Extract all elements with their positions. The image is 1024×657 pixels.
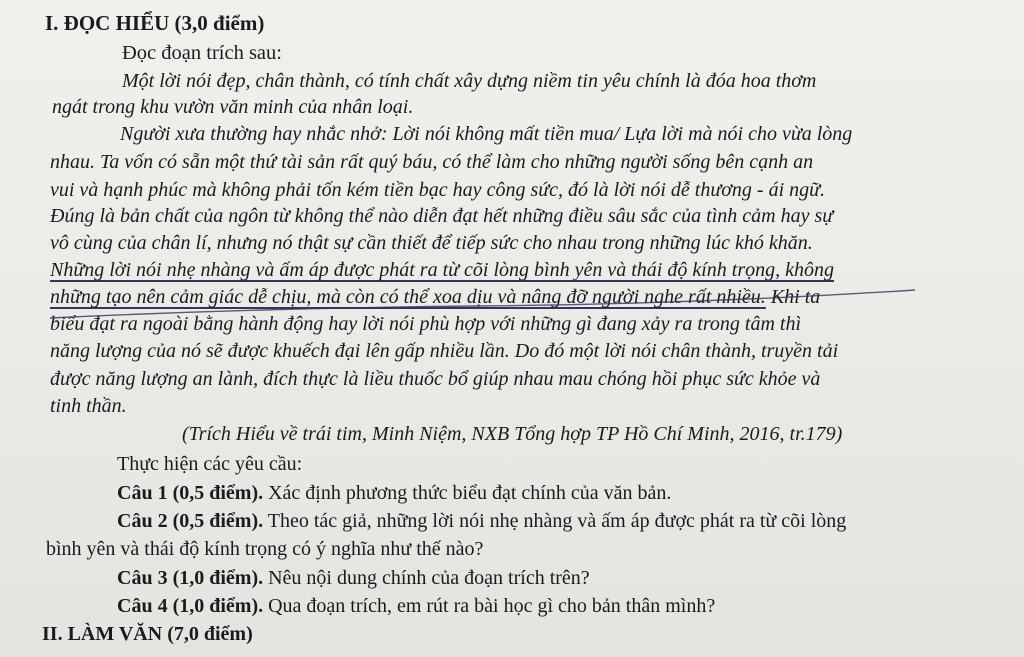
passage-segment: Khi ta xyxy=(765,286,821,308)
question-2 xyxy=(117,511,846,531)
question-1-label: Câu 1 (0,5 điểm). xyxy=(117,482,264,504)
passage-line: tinh thần. xyxy=(50,395,127,417)
question-4-label: Câu 4 (1,0 điểm). xyxy=(117,595,264,617)
passage-line: biểu đạt ra ngoài bằng hành động hay lời nói phù hợp với những gì đang xảy ra trong tâm thì xyxy=(50,313,802,335)
passage-line: năng lượng của nó sẽ được khuếch đại lên gấp nhiều lần. Do đó một lời nói chân thành, truyền tải xyxy=(50,340,839,362)
question-2-label: Câu 2 (0,5 điểm). xyxy=(117,510,264,532)
section-2-heading: II. LÀM VĂN (7,0 điểm) xyxy=(42,623,253,645)
passage-line: được năng lượng an lành, đích thực là liều thuốc bổ giúp nhau mau chóng hồi phục sức khỏe và xyxy=(50,368,821,390)
section-1-heading: I. ĐỌC HIỂU (3,0 điểm) xyxy=(45,11,265,35)
citation: (Trích Hiểu về trái tim, Minh Niệm, NXB Tổng hợp TP Hồ Chí Minh, 2016, tr.179) xyxy=(182,423,843,445)
question-2-text: Theo tác giả, những lời nói nhẹ nhàng và ấm áp được phát ra từ cõi lòng xyxy=(263,510,847,532)
question-4-text: Qua đoạn trích, em rút ra bài học gì cho bản thân mình? xyxy=(263,595,716,617)
question-3-label: Câu 3 (1,0 điểm). xyxy=(117,567,264,589)
passage-line-mixed xyxy=(50,287,820,307)
passage-line: vô cùng của chân lí, nhưng nó thật sự cần thiết để tiếp sức cho nhau trong những lúc khó khăn. xyxy=(50,232,813,254)
question-1-text: Xác định phương thức biểu đạt chính của văn bản. xyxy=(263,482,672,504)
read-instruction: Đọc đoạn trích sau: xyxy=(122,42,282,64)
passage-line: Một lời nói đẹp, chân thành, có tính chất xây dựng niềm tin yêu chính là đóa hoa thơm xyxy=(122,70,817,92)
question-3 xyxy=(117,568,590,588)
underlined-passage-segment: những tạo nên cảm giác dễ chịu, mà còn có thể xoa dịu và nâng đỡ người nghe rất nhiều. xyxy=(50,286,766,308)
passage-line: Đúng là bản chất của ngôn từ không thể nào diễn đạt hết những điều sâu sắc của tình cảm hay sự xyxy=(50,205,834,227)
passage-line: Người xưa thường hay nhắc nhở: Lời nói không mất tiền mua/ Lựa lời mà nói cho vừa lòng xyxy=(120,123,853,145)
underlined-passage-line: Những lời nói nhẹ nhàng và ấm áp được phát ra từ cõi lòng bình yên và thái độ kính trọng, không xyxy=(50,259,834,281)
tasks-intro: Thực hiện các yêu cầu: xyxy=(117,453,303,475)
passage-line: nhau. Ta vốn có sẵn một thứ tài sản rất quý báu, có thể làm cho những người sống bên cạnh an xyxy=(50,151,814,173)
question-3-text: Nêu nội dung chính của đoạn trích trên? xyxy=(263,567,590,589)
question-2-text-continued: bình yên và thái độ kính trọng có ý nghĩa như thế nào? xyxy=(46,538,484,560)
passage-line: vui và hạnh phúc mà không phải tốn kém tiền bạc hay công sức, đó là lời nói dễ thương - ái ngữ. xyxy=(50,179,826,201)
question-1 xyxy=(117,483,671,503)
question-4 xyxy=(117,596,715,616)
passage-line: ngát trong khu vườn văn minh của nhân loại. xyxy=(52,96,414,118)
